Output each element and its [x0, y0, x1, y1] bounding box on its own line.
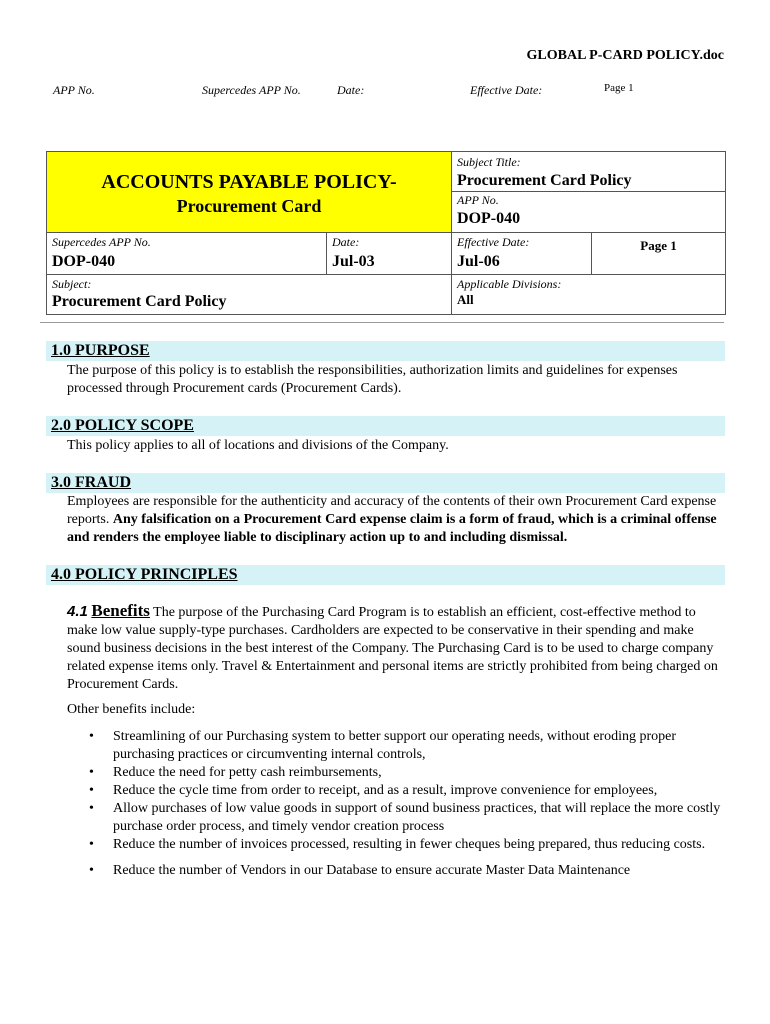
header-supercedes-label: Supercedes APP No.	[202, 83, 301, 97]
header-date-label: Date:	[337, 83, 365, 97]
supercedes-label: Supercedes APP No.	[52, 235, 151, 249]
fraud-text-plain: Employees are responsible for the authenticity and accuracy of the contents of their own Procurement Card expense reports.	[67, 494, 717, 527]
subject-cell	[47, 275, 452, 315]
list-item: • Reduce the cycle time from order to receipt, and as a result, improve convenience for employees,	[67, 782, 727, 800]
list-item: • Reduce the number of Vendors in our Database to ensure accurate Master Data Maintenance	[67, 862, 727, 880]
other-benefits-label: Other benefits include:	[67, 702, 196, 717]
subject-label: Subject:	[52, 277, 92, 291]
divisions-label: Applicable Divisions:	[457, 277, 562, 291]
benefits-text: The purpose of the Purchasing Card Program is to establish an efficient, cost-effective method to make low value supply-type purchases. Cardholders are expected to be conservative in their spending and make sound business decisions in the best interest of the Company. The Purchasing Card is to be used to charge company related expense items only. Travel & Entertainment and personal items are strictly prohibited from being charged on Procurement Cards.	[67, 605, 718, 692]
list-item: • Reduce the need for petty cash reimbursements,	[67, 764, 727, 782]
fraud-text	[67, 493, 727, 547]
app-no-value: DOP-040	[457, 210, 521, 227]
effective-date-label: Effective Date:	[457, 235, 530, 249]
effective-date-cell	[452, 233, 592, 275]
supercedes-value: DOP-040	[52, 253, 116, 270]
app-no-label: APP No.	[457, 193, 499, 207]
page-cell	[592, 233, 726, 275]
policy-info-table	[46, 151, 726, 315]
section-heading-purpose: 1.0 PURPOSE	[46, 341, 725, 361]
section-heading-principles: 4.0 POLICY PRINCIPLES	[46, 565, 725, 585]
benefits-list	[67, 728, 727, 880]
subject-value: Procurement Card Policy	[52, 293, 227, 310]
benefits-number: 4.1	[67, 603, 88, 620]
purpose-text: The purpose of this policy is to establish the responsibilities, authorization limits and guidelines for expenses processed through Procurement cards (Procurement Cards).	[67, 363, 678, 396]
benefits-title: Benefits	[91, 601, 150, 620]
divisions-value: All	[457, 292, 474, 307]
fraud-text-bold: Any falsification on a Procurement Card expense claim is a form of fraud, which is a criminal offense and renders the employee liable to disciplinary action up to and including dismissal.	[67, 512, 717, 545]
list-item: • Streamlining of our Purchasing system to better support our operating needs, without eroding proper purchasing practices or circumventing internal controls,	[67, 728, 727, 764]
page-number: Page 1	[640, 238, 677, 253]
scope-text: This policy applies to all of locations and divisions of the Company.	[67, 438, 449, 453]
document-filename: GLOBAL P-CARD POLICY.doc	[526, 48, 724, 63]
section-heading-fraud: 3.0 FRAUD	[46, 473, 725, 493]
date-label: Date:	[332, 235, 360, 249]
subject-title-value: Procurement Card Policy	[457, 172, 632, 189]
section-heading-scope: 2.0 POLICY SCOPE	[46, 416, 725, 436]
header-effective-date-label: Effective Date:	[470, 83, 543, 97]
benefits-paragraph	[67, 602, 727, 694]
divider	[40, 322, 724, 323]
date-value: Jul-03	[332, 253, 375, 270]
list-item: • Reduce the number of invoices processed, resulting in fewer cheques being prepared, thus reducing costs.	[67, 836, 727, 854]
policy-title-box	[47, 152, 452, 233]
header-app-no-label: APP No.	[53, 83, 95, 97]
policy-title: ACCOUNTS PAYABLE POLICY-	[101, 170, 397, 193]
policy-subtitle: Procurement Card	[176, 195, 322, 216]
subject-title-cell	[452, 152, 726, 233]
supercedes-cell	[47, 233, 327, 275]
effective-date-value: Jul-06	[457, 253, 500, 270]
date-cell	[327, 233, 452, 275]
subject-title-label: Subject Title:	[457, 155, 521, 169]
divisions-cell	[452, 275, 726, 315]
list-item: • Allow purchases of low value goods in support of sound business practices, that will replace the more costly purchase order process, and timely vendor creation process	[67, 800, 727, 836]
header-page-number: Page 1	[604, 82, 634, 94]
